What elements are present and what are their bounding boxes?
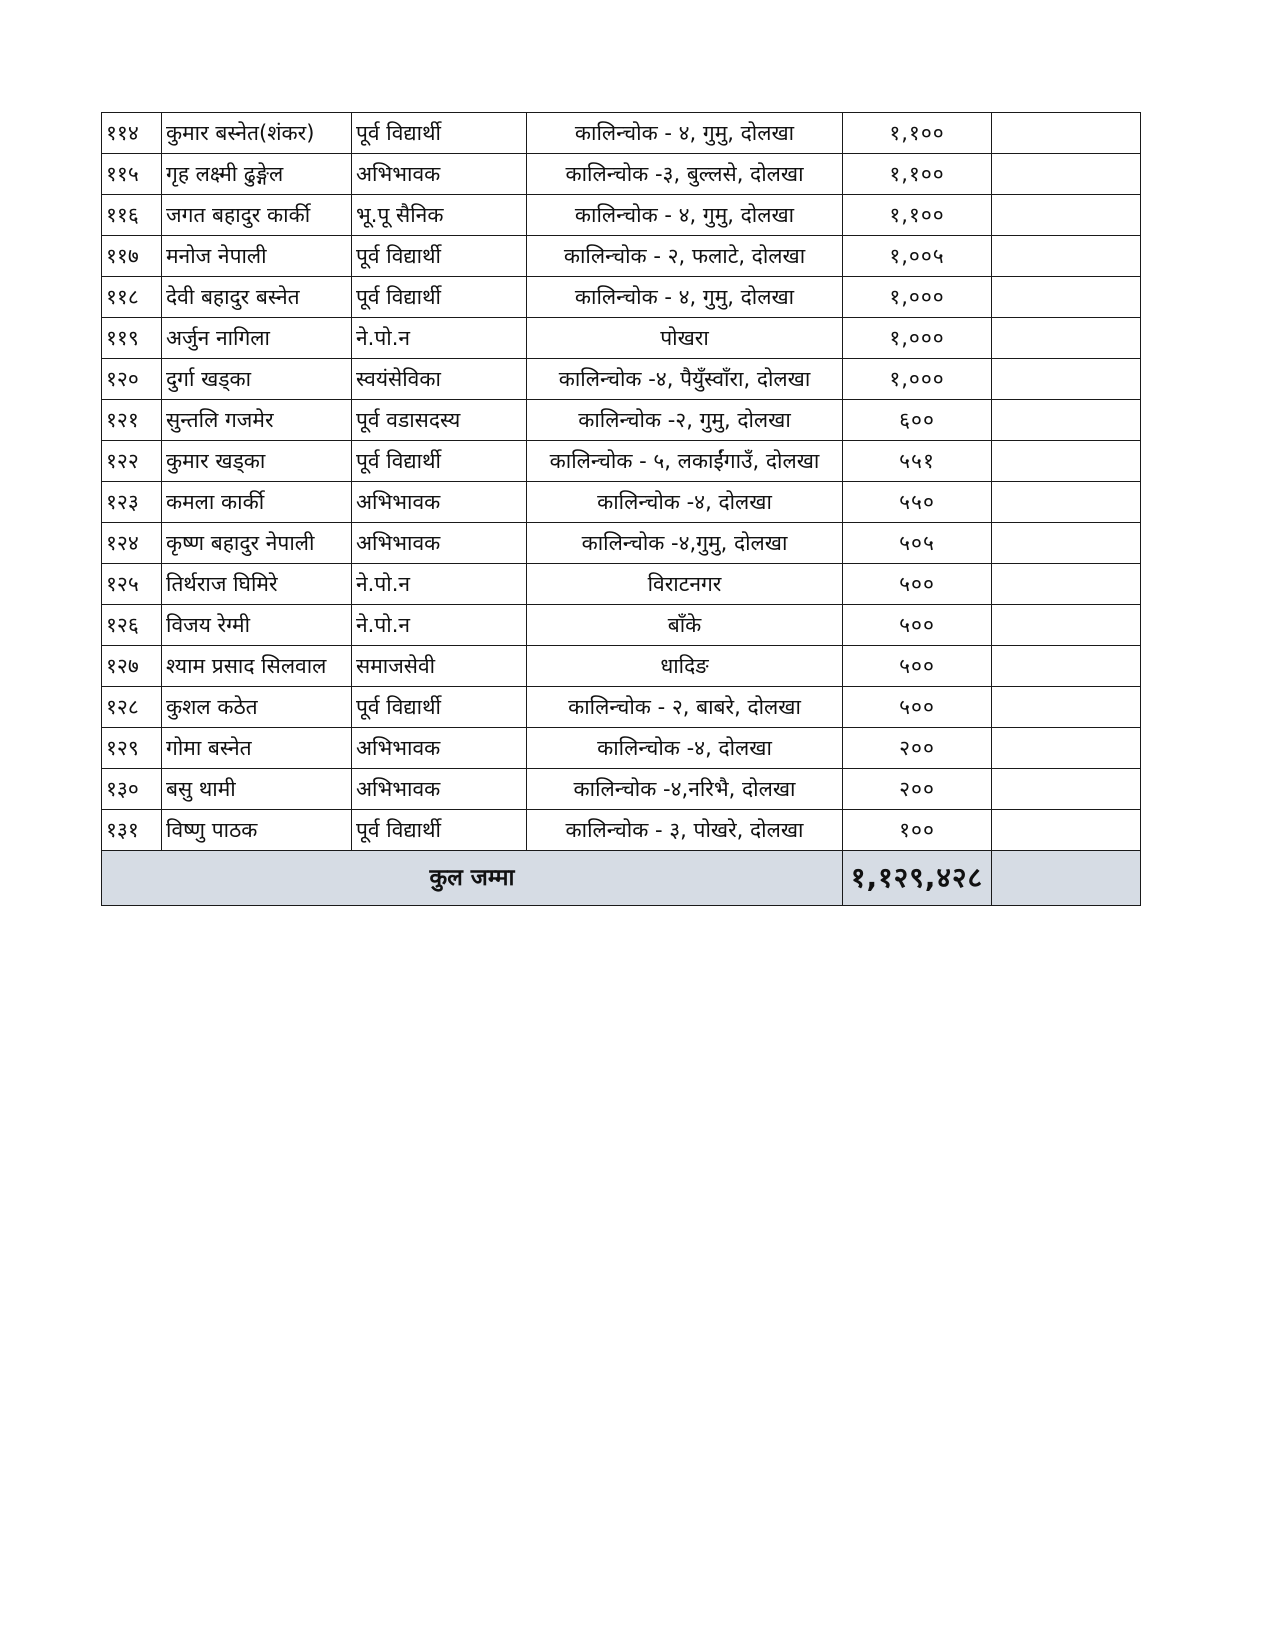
donor-name-cell: जगत बहादुर कार्की (162, 195, 352, 236)
total-row (102, 851, 1141, 906)
donor-name-cell: दुर्गा खड्का (162, 359, 352, 400)
address-cell: धादिङ (527, 646, 843, 687)
table-row (102, 646, 1141, 687)
amount-cell: २०० (843, 728, 992, 769)
remarks-cell (992, 564, 1141, 605)
donor-role-cell: पूर्व विद्यार्थी (352, 441, 527, 482)
serial-number-cell: ११५ (102, 154, 162, 195)
address-cell: कालिन्चोक - २, बाबरे, दोलखा (527, 687, 843, 728)
donor-role-cell: अभिभावक (352, 523, 527, 564)
donor-role-cell: पूर्व विद्यार्थी (352, 236, 527, 277)
table-row (102, 687, 1141, 728)
remarks-cell (992, 195, 1141, 236)
donor-role-cell: ने.पो.न (352, 605, 527, 646)
address-cell: बाँके (527, 605, 843, 646)
donor-name-cell: कुमार खड्का (162, 441, 352, 482)
serial-number-cell: १२० (102, 359, 162, 400)
table-row (102, 154, 1141, 195)
donor-role-cell: पूर्व विद्यार्थी (352, 687, 527, 728)
serial-number-cell: ११६ (102, 195, 162, 236)
address-cell: पोखरा (527, 318, 843, 359)
donor-name-cell: कृष्ण बहादुर नेपाली (162, 523, 352, 564)
remarks-cell (992, 236, 1141, 277)
total-label: कुल जम्मा (102, 851, 843, 906)
donor-name-cell: श्याम प्रसाद सिलवाल (162, 646, 352, 687)
table-row (102, 523, 1141, 564)
address-cell: कालिन्चोक - ४, गुमु, दोलखा (527, 113, 843, 154)
table-row (102, 441, 1141, 482)
address-cell: कालिन्चोक -४,नरिभै, दोलखा (527, 769, 843, 810)
amount-cell: ५०० (843, 564, 992, 605)
amount-cell: ५०० (843, 646, 992, 687)
amount-cell: ५०० (843, 605, 992, 646)
address-cell: कालिन्चोक - ४, गुमु, दोलखा (527, 277, 843, 318)
amount-cell: १,१०० (843, 113, 992, 154)
donor-name-cell: सुन्तलि गजमेर (162, 400, 352, 441)
address-cell: कालिन्चोक -४, दोलखा (527, 728, 843, 769)
table-row (102, 195, 1141, 236)
amount-cell: १०० (843, 810, 992, 851)
serial-number-cell: ११४ (102, 113, 162, 154)
address-cell: कालिन्चोक -३, बुल्लसे, दोलखा (527, 154, 843, 195)
donor-name-cell: बसु थामी (162, 769, 352, 810)
amount-cell: १,१०० (843, 154, 992, 195)
serial-number-cell: ११८ (102, 277, 162, 318)
amount-cell: १,००० (843, 318, 992, 359)
remarks-cell (992, 482, 1141, 523)
donor-role-cell: अभिभावक (352, 769, 527, 810)
remarks-cell (992, 810, 1141, 851)
serial-number-cell: १२९ (102, 728, 162, 769)
remarks-cell (992, 154, 1141, 195)
donor-role-cell: पूर्व वडासदस्य (352, 400, 527, 441)
donor-name-cell: विजय रेग्मी (162, 605, 352, 646)
donor-name-cell: कमला कार्की (162, 482, 352, 523)
address-cell: कालिन्चोक -२, गुमु, दोलखा (527, 400, 843, 441)
serial-number-cell: १२४ (102, 523, 162, 564)
remarks-cell (992, 359, 1141, 400)
amount-cell: १,००० (843, 359, 992, 400)
donor-role-cell: अभिभावक (352, 728, 527, 769)
remarks-cell (992, 687, 1141, 728)
donor-name-cell: कुमार बस्नेत(शंकर) (162, 113, 352, 154)
donor-name-cell: देवी बहादुर बस्नेत (162, 277, 352, 318)
donor-name-cell: तिर्थराज घिमिरे (162, 564, 352, 605)
serial-number-cell: १३० (102, 769, 162, 810)
serial-number-cell: १३१ (102, 810, 162, 851)
donor-name-cell: विष्णु पाठक (162, 810, 352, 851)
donor-role-cell: भू.पू सैनिक (352, 195, 527, 236)
donor-role-cell: अभिभावक (352, 154, 527, 195)
donor-role-cell: पूर्व विद्यार्थी (352, 277, 527, 318)
address-cell: विराटनगर (527, 564, 843, 605)
remarks-cell (992, 646, 1141, 687)
table-row (102, 318, 1141, 359)
remarks-cell (992, 769, 1141, 810)
table-row (102, 400, 1141, 441)
donor-role-cell: पूर्व विद्यार्थी (352, 113, 527, 154)
table-row (102, 769, 1141, 810)
table-row (102, 564, 1141, 605)
amount-cell: ५५१ (843, 441, 992, 482)
serial-number-cell: १२८ (102, 687, 162, 728)
address-cell: कालिन्चोक - ३, पोखरे, दोलखा (527, 810, 843, 851)
remarks-cell (992, 728, 1141, 769)
remarks-cell (992, 318, 1141, 359)
serial-number-cell: १२२ (102, 441, 162, 482)
table-row (102, 113, 1141, 154)
address-cell: कालिन्चोक - ५, लकाईंगाउँ, दोलखा (527, 441, 843, 482)
address-cell: कालिन्चोक -४, पैयुँस्वाँरा, दोलखा (527, 359, 843, 400)
amount-cell: ५०५ (843, 523, 992, 564)
table-row (102, 728, 1141, 769)
amount-cell: १,००० (843, 277, 992, 318)
serial-number-cell: १२७ (102, 646, 162, 687)
donor-name-cell: गोमा बस्नेत (162, 728, 352, 769)
remarks-cell (992, 851, 1141, 906)
donor-role-cell: ने.पो.न (352, 318, 527, 359)
amount-cell: १,००५ (843, 236, 992, 277)
serial-number-cell: ११९ (102, 318, 162, 359)
donor-role-cell: ने.पो.न (352, 564, 527, 605)
donor-name-cell: अर्जुन नागिला (162, 318, 352, 359)
table-body (102, 113, 1141, 906)
donor-role-cell: पूर्व विद्यार्थी (352, 810, 527, 851)
table-row (102, 482, 1141, 523)
serial-number-cell: ११७ (102, 236, 162, 277)
donor-role-cell: स्वयंसेविका (352, 359, 527, 400)
total-amount: १,१२९,४२८ (843, 851, 992, 906)
serial-number-cell: १२१ (102, 400, 162, 441)
remarks-cell (992, 605, 1141, 646)
amount-cell: ६०० (843, 400, 992, 441)
serial-number-cell: १२६ (102, 605, 162, 646)
remarks-cell (992, 441, 1141, 482)
remarks-cell (992, 400, 1141, 441)
donor-name-cell: मनोज नेपाली (162, 236, 352, 277)
donor-role-cell: समाजसेवी (352, 646, 527, 687)
serial-number-cell: १२५ (102, 564, 162, 605)
table-row (102, 605, 1141, 646)
table-row (102, 359, 1141, 400)
remarks-cell (992, 113, 1141, 154)
donor-role-cell: अभिभावक (352, 482, 527, 523)
address-cell: कालिन्चोक - २, फलाटे, दोलखा (527, 236, 843, 277)
donor-name-cell: कुशल कठेत (162, 687, 352, 728)
amount-cell: ५५० (843, 482, 992, 523)
table-row (102, 236, 1141, 277)
amount-cell: १,१०० (843, 195, 992, 236)
remarks-cell (992, 277, 1141, 318)
serial-number-cell: १२३ (102, 482, 162, 523)
address-cell: कालिन्चोक -४,गुमु, दोलखा (527, 523, 843, 564)
amount-cell: २०० (843, 769, 992, 810)
table-row (102, 810, 1141, 851)
address-cell: कालिन्चोक -४, दोलखा (527, 482, 843, 523)
address-cell: कालिन्चोक - ४, गुमु, दोलखा (527, 195, 843, 236)
table-row (102, 277, 1141, 318)
remarks-cell (992, 523, 1141, 564)
amount-cell: ५०० (843, 687, 992, 728)
donor-name-cell: गृह लक्ष्मी ढुङ्गेल (162, 154, 352, 195)
donation-table (101, 112, 1141, 906)
